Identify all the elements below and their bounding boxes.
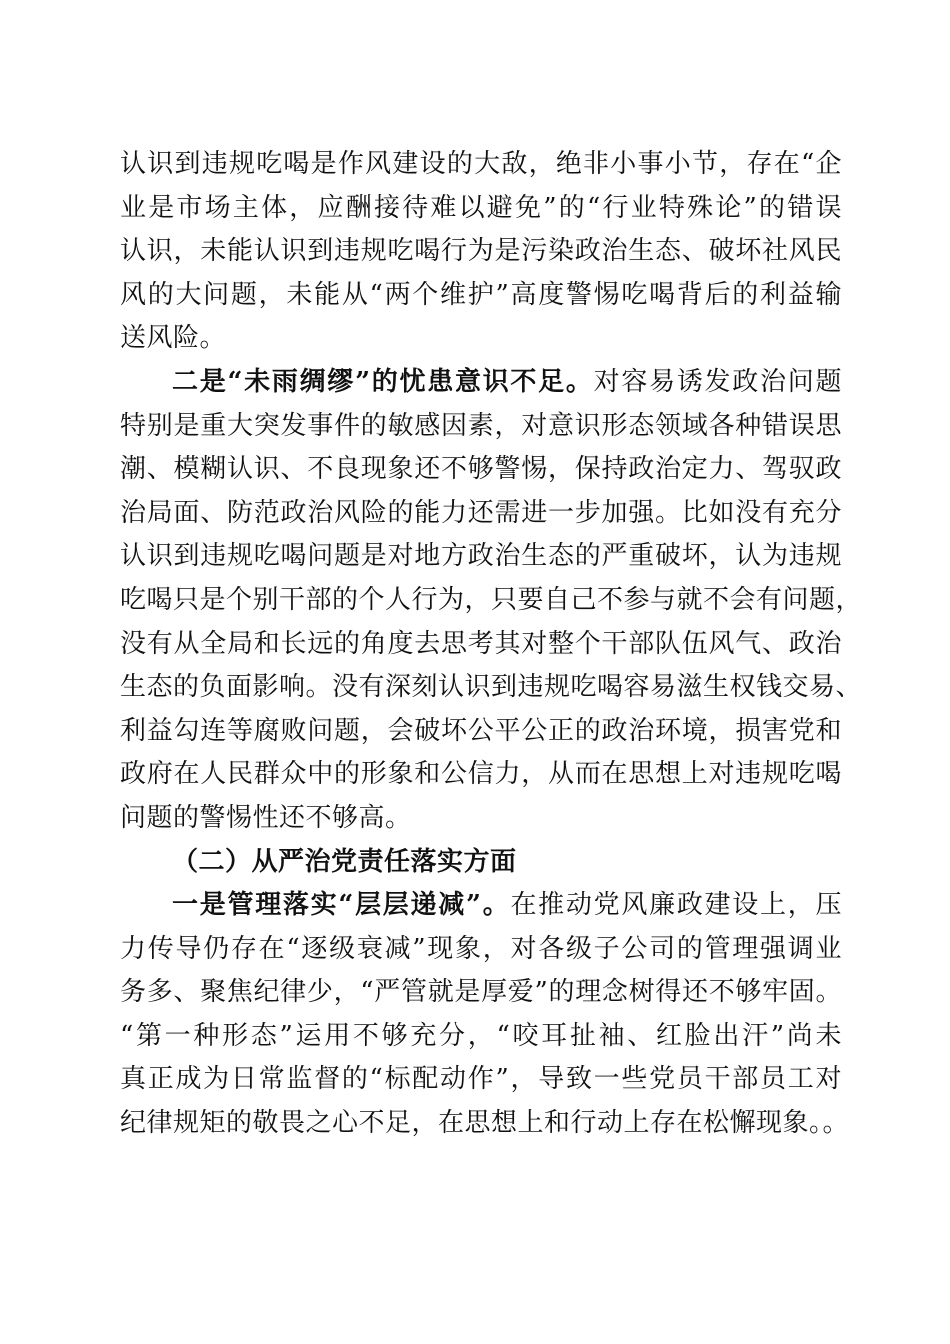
paragraph-first-line <box>120 884 842 928</box>
text-line: 纪律规矩的敬畏之心不足，在思想上和行动上存在松懈现象。。 <box>120 1108 850 1139</box>
text-line: 真正成为日常监督的“标配动作”，导致一些党员干部员工对 <box>120 1064 842 1095</box>
text-line: 潮、模糊认识、不良现象还不够警惕，保持政治定力、驾驭政 <box>120 454 842 485</box>
text-line: 利益勾连等腐败问题，会破坏公平公正的政治环境，损害党和 <box>120 715 842 746</box>
text-line: 问题的警惕性还不够高。 <box>120 802 412 833</box>
section-heading: （二）从严治党责任落实方面 <box>172 846 517 877</box>
paragraph-point-two <box>120 361 863 841</box>
paragraph-point-one <box>120 884 850 1146</box>
document-body <box>120 143 863 1146</box>
text-line: 特别是重大突发事件的敏感因素，对意识形态领域各种错误思 <box>120 410 842 441</box>
text-line: 力传导仍存在“逐级衰减”现象，对各级子公司的管理强调业 <box>120 933 842 964</box>
text-line: 治局面、防范政治风险的能力还需进一步加强。比如没有充分 <box>120 497 842 528</box>
text-line: 务多、聚焦纪律少，“严管就是厚爱”的理念树得还不够牢固。 <box>120 977 842 1008</box>
text-line: “第一种形态”运用不够充分，“咬耳扯袖、红脸出汗”尚未 <box>120 1020 842 1051</box>
text-line: 风的大问题，未能从“两个维护”高度警惕吃喝背后的利益输 <box>120 279 842 310</box>
text-line: 政府在人民群众中的形象和公信力，从而在思想上对违规吃喝 <box>120 759 842 790</box>
text-line: 认识，未能认识到违规吃喝行为是污染政治生态、破坏社风民 <box>120 236 842 267</box>
text-line: 认识到违规吃喝问题是对地方政治生态的严重破坏，认为违规 <box>120 541 842 572</box>
text-line: 没有从全局和长远的角度去思考其对整个干部队伍风气、政治 <box>120 628 842 659</box>
text-line: 送风险。 <box>120 323 227 354</box>
text-run: 在推动党风廉政建设上，压 <box>510 890 842 921</box>
text-line: 生态的负面影响。没有深刻认识到违规吃喝容易滋生权钱交易、 <box>120 672 863 703</box>
text-run: 对容易诱发政治问题 <box>593 366 842 397</box>
text-line: 吃喝只是个别干部的个人行为，只要自己不参与就不会有问题， <box>120 584 863 615</box>
paragraph-lead: 一是管理落实“层层递减”。 <box>172 890 511 921</box>
text-line: 业是市场主体，应酬接待难以避免”的“行业特殊论”的错误 <box>120 192 842 223</box>
paragraph-continuation <box>120 143 842 361</box>
paragraph-first-line <box>120 361 842 405</box>
text-line: 认识到违规吃喝是作风建设的大敌，绝非小事小节，存在“企 <box>120 149 842 179</box>
paragraph-lead: 二是“未雨绸缪”的忧患意识不足。 <box>172 366 594 397</box>
